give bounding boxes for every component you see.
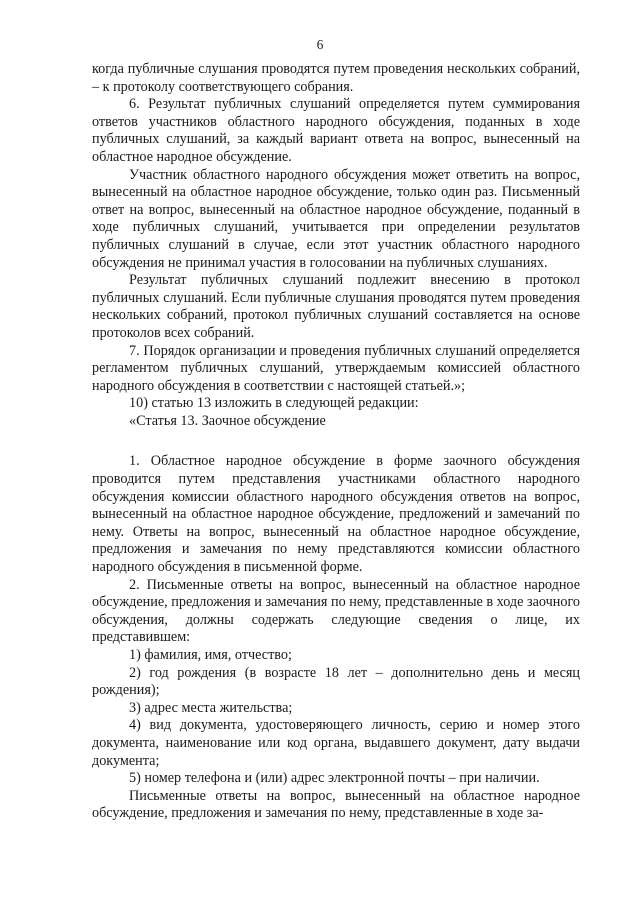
paragraph-article-13-item-1: 1. Областное народное обсуждение в форме заочного обсуждения проводится путем представления участниками областного народного обсуждения комиссии областного народного обсуждения ответов на вопрос, вынесенный на областное народное обсуждение, предложений и замечаний по нему. Ответы на вопрос, вынесенный на областное народное обсуждение, предложения и замечания по нему представляются комиссии областного народного обсуждения в письменной форме.: [92, 453, 580, 576]
paragraph-amendment-10: 10) статью 13 изложить в следующей редакции:: [129, 395, 419, 412]
paragraph-article-13-item-2: 2. Письменные ответы на вопрос, вынесенный на областное народное обсуждение, предложения и замечания по нему, представленные в ходе заочного обсуждения, должны содержать следующие сведения о лице, их представившем:: [92, 576, 580, 646]
paragraph-continuation: когда публичные слушания проводятся путем проведения нескольких собраний, – к протоколу соответствующего собрания.: [92, 61, 580, 95]
paragraph-participant-answer: Участник областного народного обсуждения может ответить на вопрос, вынесенный на областное народное обсуждение, только один раз. Письменный ответ на вопрос, вынесенный на областное народное обсуждение, поданный в ходе публичных слушаний, учитывается при определении результатов публичных слушаний в случае, если этот участник областного народного обсуждения не принимал участия в голосовании на публичных слушаниях.: [92, 166, 580, 271]
paragraph-item-7: 7. Порядок организации и проведения публичных слушаний определяется регламентом публичных слушаний, утверждаемым комиссией областного народного обсуждения в соответствии с настоящей статьей.»;: [92, 342, 580, 394]
page-number: 6: [316, 37, 324, 52]
article-13-heading: «Статья 13. Заочное обсуждение: [129, 412, 326, 429]
paragraph-written-answers: Письменные ответы на вопрос, вынесенный на областное народное обсуждение, предложения и замечания по нему, представленные в ходе за-: [92, 787, 580, 822]
document-body: [92, 61, 580, 823]
paragraph-protocol: Результат публичных слушаний подлежит внесению в протокол публичных слушаний. Если публичные слушания проводятся путем проведения нескольких собраний, протокол публичных слушаний составляется на основе протоколов всех собраний.: [92, 272, 580, 341]
list-item-4: 4) вид документа, удостоверяющего личность, серию и номер этого документа, наименование или код органа, выдавшего документ, дату выдачи документа;: [92, 717, 580, 769]
list-item-1: 1) фамилия, имя, отчество;: [129, 647, 292, 663]
list-item-3: 3) адрес места жительства;: [129, 699, 293, 716]
paragraph-item-6: 6. Результат публичных слушаний определяется путем суммирования ответов участников областного народного обсуждения, поданных в ходе публичных слушаний, за каждый вариант ответа на вопрос, вынесенный на областное народное обсуждение.: [92, 96, 580, 165]
section-gap: [92, 430, 580, 453]
list-item-5: 5) номер телефона и (или) адрес электронной почты – при наличии.: [129, 770, 540, 787]
list-item-2: 2) год рождения (в возрасте 18 лет – дополнительно день и месяц рождения);: [92, 664, 580, 699]
